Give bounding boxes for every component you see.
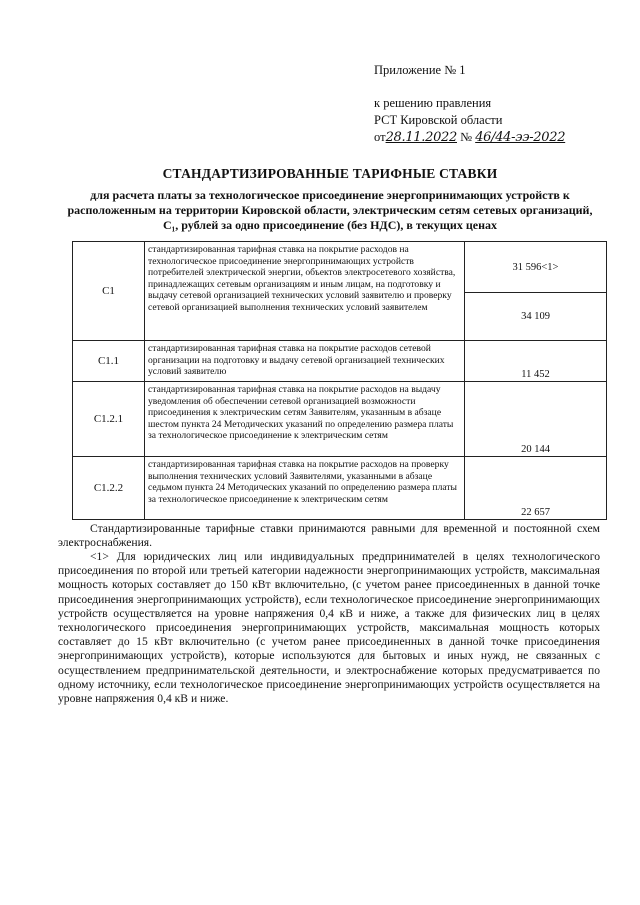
rate-code: С1.1 xyxy=(73,341,145,382)
document-heading xyxy=(60,166,600,233)
rate-code: С1.2.1 xyxy=(73,382,145,457)
rate-code: С1 xyxy=(73,242,145,341)
date-prefix: от xyxy=(374,130,386,144)
tariff-table xyxy=(72,241,607,520)
table-row xyxy=(73,457,607,520)
document-subtitle: для расчета платы за технологическое присоединение энергопринимающих устройств к расположенным на территории Кировской области, электрическим сетям сетевых организаций, С₁, рублей за одно присоединение (без НДС), в текущих ценах xyxy=(67,188,593,232)
handwritten-date: 28.11.2022 xyxy=(385,130,457,145)
rate-description: стандартизированная тарифная ставка на покрытие расходов на выдачу уведомления об обеспечении сетевой организацией возможности присоединения к электрическим сетям Заявителям, указанным в абзаце шестом пункта 24 Методических указаний по определению размера платы за технологическое присоединение к электрическим сетям xyxy=(145,382,465,457)
footnote-paragraph: <1> Для юридических лиц или индивидуальных предпринимателей в целях технологического присоединения по второй или третьей категории надежности энергопринимающих устройств, максимальная мощность которых составляет до 150 кВт включительно, (с учетом ранее присоединенных в данной точке присоединения энергопринимающих устройств), если технологическое присоединение энергопринимающих устройств осуществляется на уровне напряжения 0,4 кВ и ниже, а также для физических лиц в целях технологического присоединения энергопринимающих устройств, максимальная мощность которых составляет до 15 кВт включительно (с учетом ранее присоединенных в данной точке присоединения энергопринимающих устройств), которые используются для бытовых и иных нужд, не связанных с осуществлением предпринимательской деятельности, и электроснабжение которых предусматривается по одному источнику, если технологическое присоединение энергопринимающих устройств осуществляется на уровне напряжения 0,4 кВ и ниже. xyxy=(58,550,600,706)
rate-value: 20 144 xyxy=(465,382,607,457)
rate-value: 34 109 xyxy=(465,293,607,341)
appendix-authority-line: РСТ Кировской области xyxy=(374,113,503,127)
handwritten-number: 46/44-ээ-2022 xyxy=(475,130,566,145)
rate-value: 11 452 xyxy=(465,341,607,382)
table-row xyxy=(73,382,607,457)
number-prefix: № xyxy=(460,130,473,144)
note-paragraph: Стандартизированные тарифные ставки принимаются равными для временной и постоянной схем электроснабжения. xyxy=(58,522,600,550)
rate-description: стандартизированная тарифная ставка на покрытие расходов сетевой организации на подготовку и выдачу сетевой организацией технических условий заявителю xyxy=(145,341,465,382)
table-row xyxy=(73,242,607,293)
appendix-title: Приложение № 1 xyxy=(374,63,466,77)
rate-description: стандартизированная тарифная ставка на покрытие расходов на технологическое присоединение энергопринимающих устройств потребителей электрической энергии, объектов электросетевого хозяйства, принадлежащих сетевым организациям и иным лицам, на подготовку и выдачу сетевой организацией технических условий заявителю и проверку сетевой организацией выполнения технических условий заявителем xyxy=(145,242,465,341)
table-row xyxy=(73,341,607,382)
rate-description: стандартизированная тарифная ставка на покрытие расходов на проверку выполнения технических условий Заявителями, указанными в абзаце седьмом пункта 24 Методических указаний по определению размера платы за технологическое присоединение к электрическим сетям xyxy=(145,457,465,520)
rate-value: 22 657 xyxy=(465,457,607,520)
rate-value: 31 596<1> xyxy=(465,242,607,293)
appendix-decision-line: к решению правления xyxy=(374,96,492,110)
appendix-date-line xyxy=(374,129,614,146)
rate-code: С1.2.2 xyxy=(73,457,145,520)
appendix-block xyxy=(374,62,614,146)
document-title: СТАНДАРТИЗИРОВАННЫЕ ТАРИФНЫЕ СТАВКИ xyxy=(162,166,498,181)
